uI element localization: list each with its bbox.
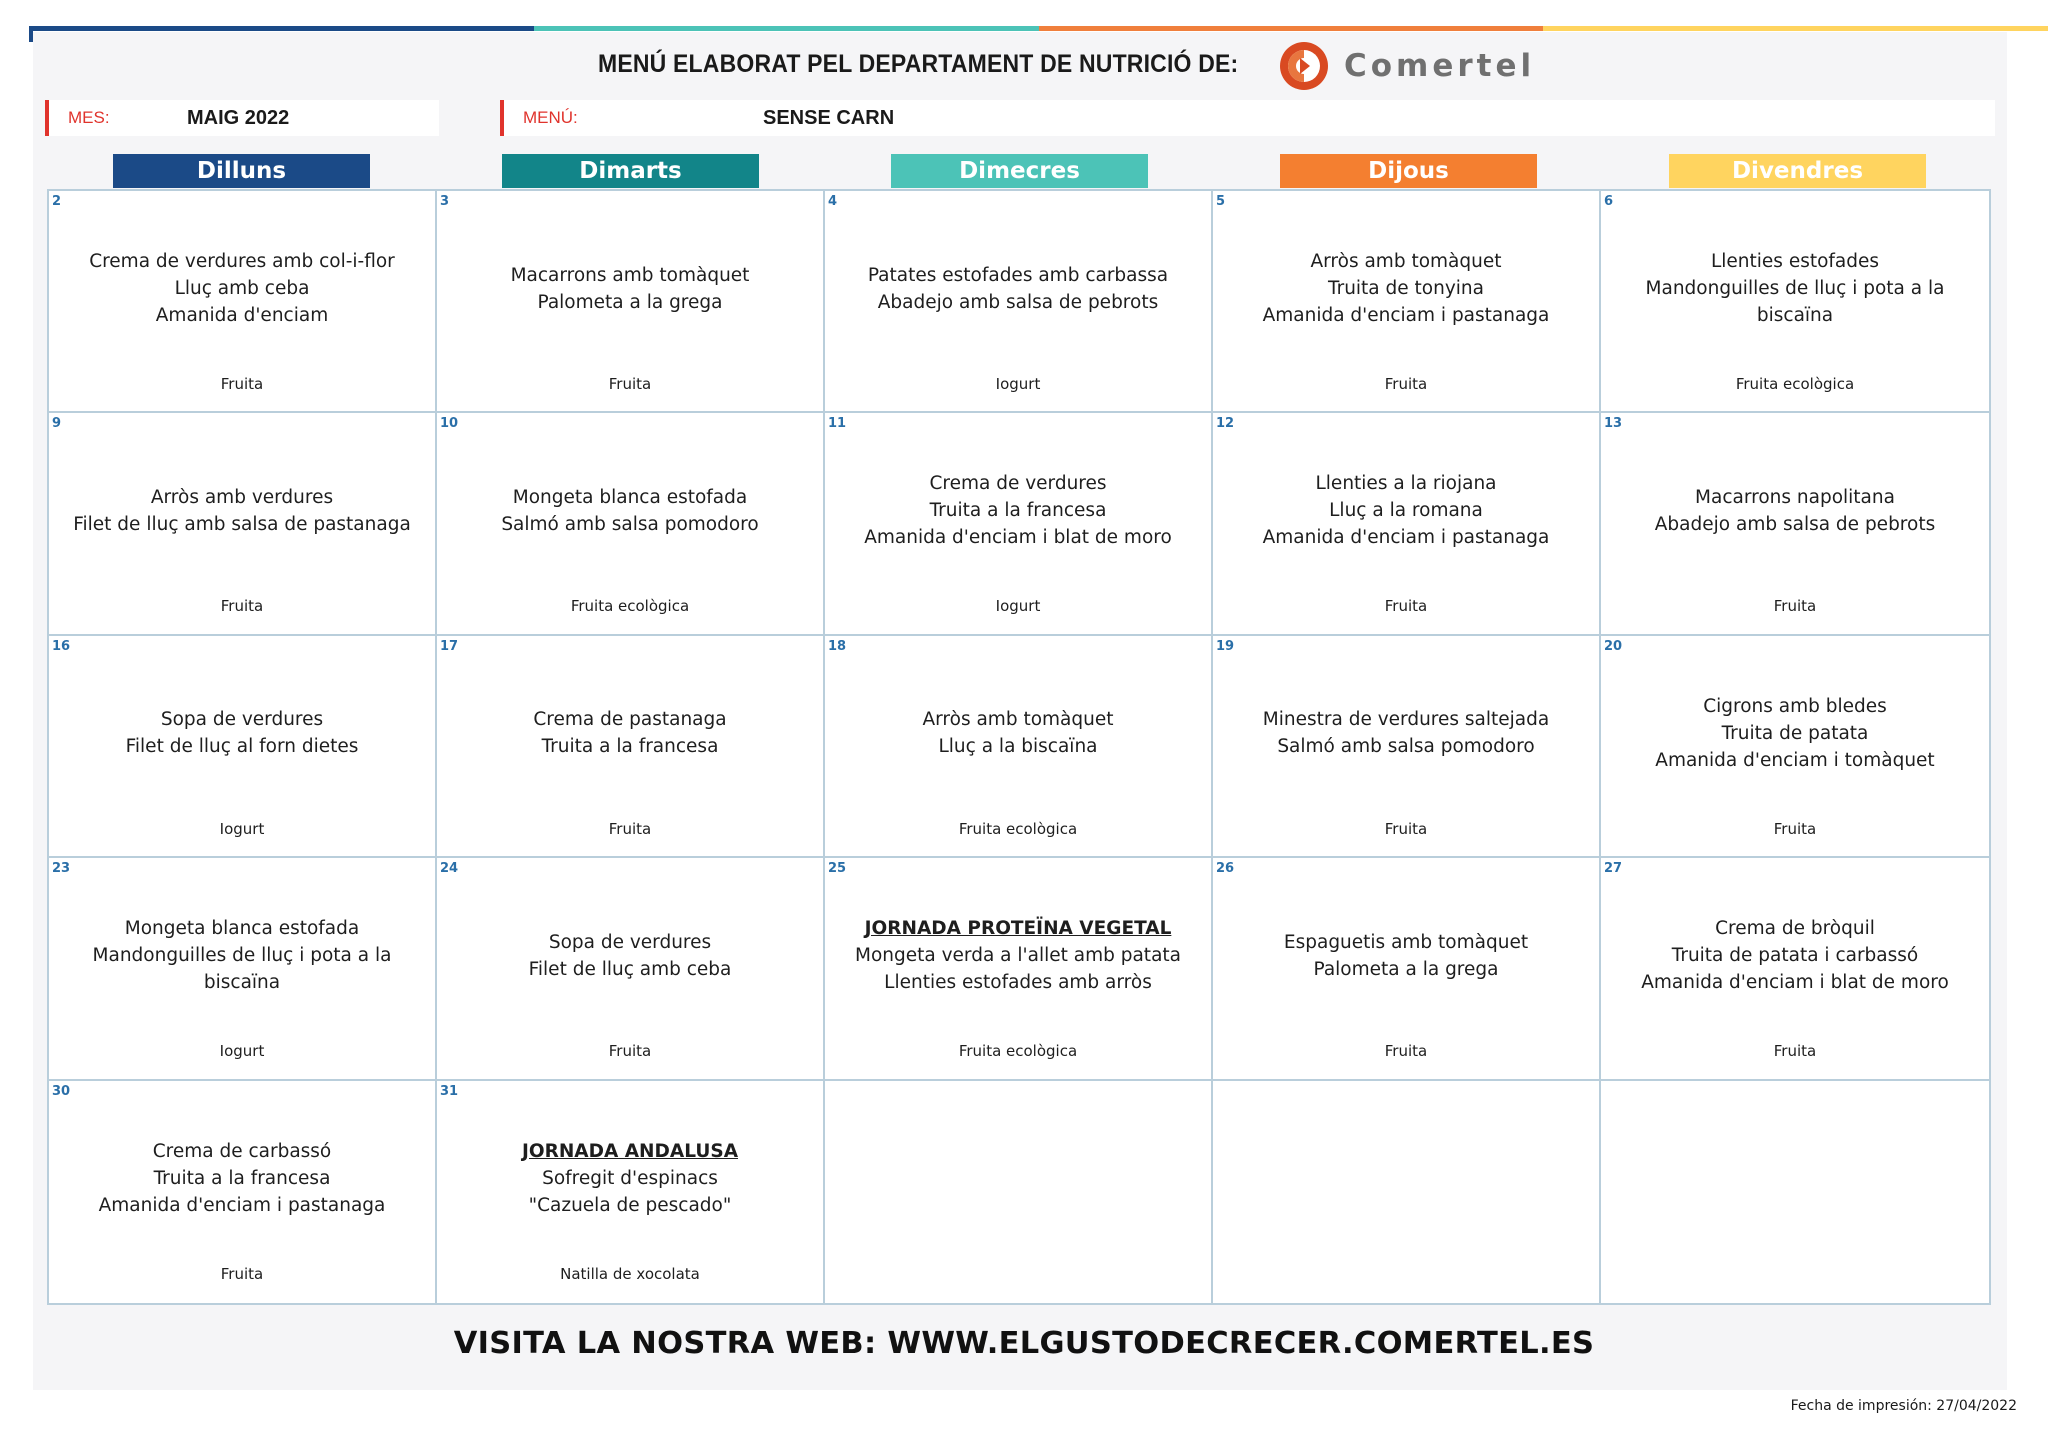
dish-item: Truita de patata i carbassó <box>1671 945 1919 967</box>
day-number: 25 <box>828 861 847 877</box>
dessert-label: Fruita <box>1384 375 1428 393</box>
comertel-logo-icon <box>1278 40 1330 92</box>
dish-item: Truita de tonyina <box>1328 278 1484 299</box>
day-cell <box>437 858 825 1080</box>
weekday-header-monday: Dilluns <box>113 154 370 188</box>
day-number: 2 <box>52 194 62 209</box>
dish-list <box>829 858 1207 1053</box>
dessert-label: Fruita ecològica <box>958 819 1078 838</box>
day-number: 11 <box>828 416 847 432</box>
day-number: 3 <box>440 194 450 209</box>
comertel-logo <box>1278 40 1535 92</box>
dish-item: Macarrons napolitana <box>1695 486 1895 508</box>
day-number: 18 <box>828 638 847 654</box>
dish-item: Amanida d'enciam i pastanaga <box>1262 305 1550 326</box>
dish-item: Sopa de verdures <box>548 931 712 953</box>
dish-item: Amanida d'enciam <box>155 305 329 326</box>
empty-day-cell <box>1601 1081 1989 1303</box>
month-box <box>45 100 439 136</box>
dessert-label: Fruita <box>1773 597 1817 616</box>
day-cell <box>437 413 825 635</box>
month-label: MES: <box>68 108 110 127</box>
dessert-label: Natilla de xocolata <box>560 1264 700 1283</box>
dish-item: Mandonguilles de lluç i pota a la biscaïna <box>92 945 392 994</box>
day-number: 30 <box>52 1083 71 1099</box>
dessert-label: Iogurt <box>219 819 265 838</box>
day-number: 31 <box>440 1083 459 1099</box>
dish-list <box>53 1081 431 1276</box>
day-cell <box>825 858 1213 1080</box>
dish-item: Amanida d'enciam i blat de moro <box>864 527 1172 549</box>
dish-item: Amanida d'enciam i pastanaga <box>1262 527 1550 549</box>
dish-item: Abadejo amb salsa de pebrots <box>1654 513 1936 535</box>
month-value: MAIG 2022 <box>187 107 290 129</box>
dish-item: Truita a la francesa <box>541 736 719 758</box>
dish-item: Arròs amb tomàquet <box>1310 251 1502 272</box>
special-day-title: JORNADA PROTEÏNA VEGETAL <box>864 918 1172 940</box>
weekday-header-wednesday: Dimecres <box>891 154 1148 188</box>
day-number: 5 <box>1216 194 1226 209</box>
day-cell <box>437 1081 825 1303</box>
dessert-label: Fruita <box>220 597 264 616</box>
dish-item: Llenties estofades amb arròs <box>884 972 1152 994</box>
day-number: 17 <box>440 638 459 654</box>
dish-list <box>1605 191 1985 386</box>
day-number: 12 <box>1216 416 1235 432</box>
dessert-label: Fruita <box>1384 597 1428 616</box>
dish-list <box>53 636 431 831</box>
dessert-label: Fruita <box>220 1264 264 1283</box>
dish-item: Lluç a la biscaïna <box>938 736 1098 758</box>
dish-item: Filet de lluç amb ceba <box>528 958 732 980</box>
dish-list <box>53 413 431 608</box>
dish-item: Llenties estofades <box>1710 251 1880 272</box>
dish-list <box>1217 858 1595 1053</box>
day-cell <box>1213 191 1601 413</box>
dessert-label: Fruita <box>1384 819 1428 838</box>
day-number: 10 <box>440 416 459 432</box>
dessert-label: Fruita <box>1384 1042 1428 1061</box>
dish-item: Salmó amb salsa pomodoro <box>1277 736 1535 758</box>
dish-list <box>1605 858 1985 1053</box>
day-cell <box>49 1081 437 1303</box>
day-number: 16 <box>52 638 71 654</box>
dish-item: Palometa a la grega <box>1313 958 1499 980</box>
dish-list <box>829 191 1207 386</box>
color-stripe <box>29 26 2048 31</box>
dish-item: Arròs amb tomàquet <box>922 709 1114 731</box>
dish-item: Patates estofades amb carbassa <box>867 264 1169 286</box>
day-cell <box>49 413 437 635</box>
dessert-label: Fruita <box>1773 1042 1817 1061</box>
page-title: MENÚ ELABORAT PEL DEPARTAMENT DE NUTRICIÓ DE: <box>598 50 1239 78</box>
day-cell <box>49 636 437 858</box>
website-banner: VISITA LA NOSTRA WEB: WWW.ELGUSTODECRECER.COMERTEL.ES <box>453 1326 1595 1361</box>
day-cell <box>1601 413 1989 635</box>
dish-list <box>53 858 431 1053</box>
dish-list <box>441 636 819 831</box>
dish-item: Truita a la francesa <box>929 500 1107 522</box>
dish-item: Crema de bròquil <box>1715 918 1875 940</box>
dish-list <box>829 413 1207 608</box>
menu-type-box <box>500 100 1995 136</box>
dish-item: Arròs amb verdures <box>150 486 334 508</box>
day-cell <box>1601 191 1989 413</box>
menu-type-label: MENÚ: <box>523 108 578 127</box>
dish-item: Abadejo amb salsa de pebrots <box>877 291 1159 313</box>
dish-item: Salmó amb salsa pomodoro <box>501 513 759 535</box>
day-cell <box>825 191 1213 413</box>
dish-item: Crema de carbassó <box>152 1140 332 1162</box>
day-number: 9 <box>52 416 62 432</box>
dish-item: Crema de verdures amb col-i-flor <box>89 251 395 272</box>
dish-list <box>1605 413 1985 608</box>
dish-item: Crema de verdures <box>929 473 1107 495</box>
dish-list <box>441 858 819 1053</box>
dessert-label: Fruita <box>608 375 652 393</box>
dish-item: Filet de lluç al forn dietes <box>125 736 359 758</box>
dish-list <box>53 191 431 386</box>
weekday-header-tuesday: Dimarts <box>502 154 759 188</box>
dish-list <box>1217 413 1595 608</box>
day-cell <box>1601 858 1989 1080</box>
dish-list <box>829 636 1207 831</box>
day-cell <box>1213 636 1601 858</box>
dish-list <box>441 413 819 608</box>
empty-day-cell <box>825 1081 1213 1303</box>
day-number: 6 <box>1604 194 1614 209</box>
dish-item: Amanida d'enciam i tomàquet <box>1655 749 1935 771</box>
dessert-label: Iogurt <box>995 375 1041 393</box>
dessert-label: Fruita ecològica <box>958 1042 1078 1061</box>
dish-item: Mongeta verda a l'allet amb patata <box>855 945 1181 967</box>
dish-item: Sopa de verdures <box>160 709 324 731</box>
dish-item: Crema de pastanaga <box>533 709 727 731</box>
day-cell <box>1213 413 1601 635</box>
dish-item: Espaguetis amb tomàquet <box>1283 931 1529 953</box>
dish-item: "Cazuela de pescado" <box>528 1194 732 1216</box>
day-cell <box>825 636 1213 858</box>
logo-text: Comertel <box>1344 48 1536 84</box>
dish-list <box>441 1081 819 1276</box>
dish-item: Amanida d'enciam i blat de moro <box>1641 972 1949 994</box>
dessert-label: Fruita <box>220 375 264 393</box>
day-cell <box>49 191 437 413</box>
stripe-corner <box>29 26 33 42</box>
dish-item: Filet de lluç amb salsa de pastanaga <box>73 513 411 535</box>
day-number: 23 <box>52 861 71 877</box>
day-cell <box>1213 858 1601 1080</box>
day-cell <box>825 413 1213 635</box>
day-number: 13 <box>1604 416 1623 432</box>
dessert-label: Iogurt <box>219 1042 265 1061</box>
dish-item: Lluç amb ceba <box>174 278 310 299</box>
day-cell <box>437 191 825 413</box>
dish-item: Amanida d'enciam i pastanaga <box>98 1194 386 1216</box>
day-number: 4 <box>828 194 838 209</box>
dish-list <box>441 191 819 386</box>
dessert-label: Fruita <box>608 1042 652 1061</box>
dish-item: Palometa a la grega <box>537 291 723 313</box>
dish-item: Cigrons amb bledes <box>1703 695 1887 717</box>
dish-item: Llenties a la riojana <box>1315 473 1497 495</box>
menu-type-value: SENSE CARN <box>763 107 895 129</box>
weekday-header-friday: Divendres <box>1669 154 1926 188</box>
dish-list <box>1217 191 1595 386</box>
day-number: 27 <box>1604 861 1623 877</box>
dessert-label: Fruita <box>608 819 652 838</box>
dish-item: Macarrons amb tomàquet <box>510 264 750 286</box>
dish-item: Mongeta blanca estofada <box>124 918 360 940</box>
dessert-label: Fruita ecològica <box>570 597 690 616</box>
dish-list <box>1217 636 1595 831</box>
dessert-label: Iogurt <box>995 597 1041 616</box>
dessert-label: Fruita <box>1773 819 1817 838</box>
print-date: Fecha de impresión: 27/04/2022 <box>1790 1398 2017 1414</box>
dish-item: Truita a la francesa <box>153 1167 331 1189</box>
day-number: 19 <box>1216 638 1235 654</box>
dessert-label: Fruita ecològica <box>1735 375 1855 393</box>
day-number: 24 <box>440 861 459 877</box>
special-day-title: JORNADA ANDALUSA <box>521 1140 739 1162</box>
dish-item: Mandonguilles de lluç i pota a la biscaïna <box>1645 278 1945 326</box>
day-cell <box>437 636 825 858</box>
day-number: 26 <box>1216 861 1235 877</box>
dish-item: Lluç a la romana <box>1329 500 1483 522</box>
dish-item: Truita de patata <box>1721 722 1869 744</box>
dish-item: Mongeta blanca estofada <box>512 486 748 508</box>
weekday-header-thursday: Dijous <box>1280 154 1537 188</box>
day-cell <box>1601 636 1989 858</box>
day-number: 20 <box>1604 638 1623 654</box>
dish-item: Sofregit d'espinacs <box>542 1167 718 1189</box>
menu-calendar-grid <box>47 189 1991 1305</box>
day-cell <box>49 858 437 1080</box>
dish-item: Minestra de verdures saltejada <box>1262 709 1550 731</box>
dish-list <box>1605 636 1985 831</box>
empty-day-cell <box>1213 1081 1601 1303</box>
